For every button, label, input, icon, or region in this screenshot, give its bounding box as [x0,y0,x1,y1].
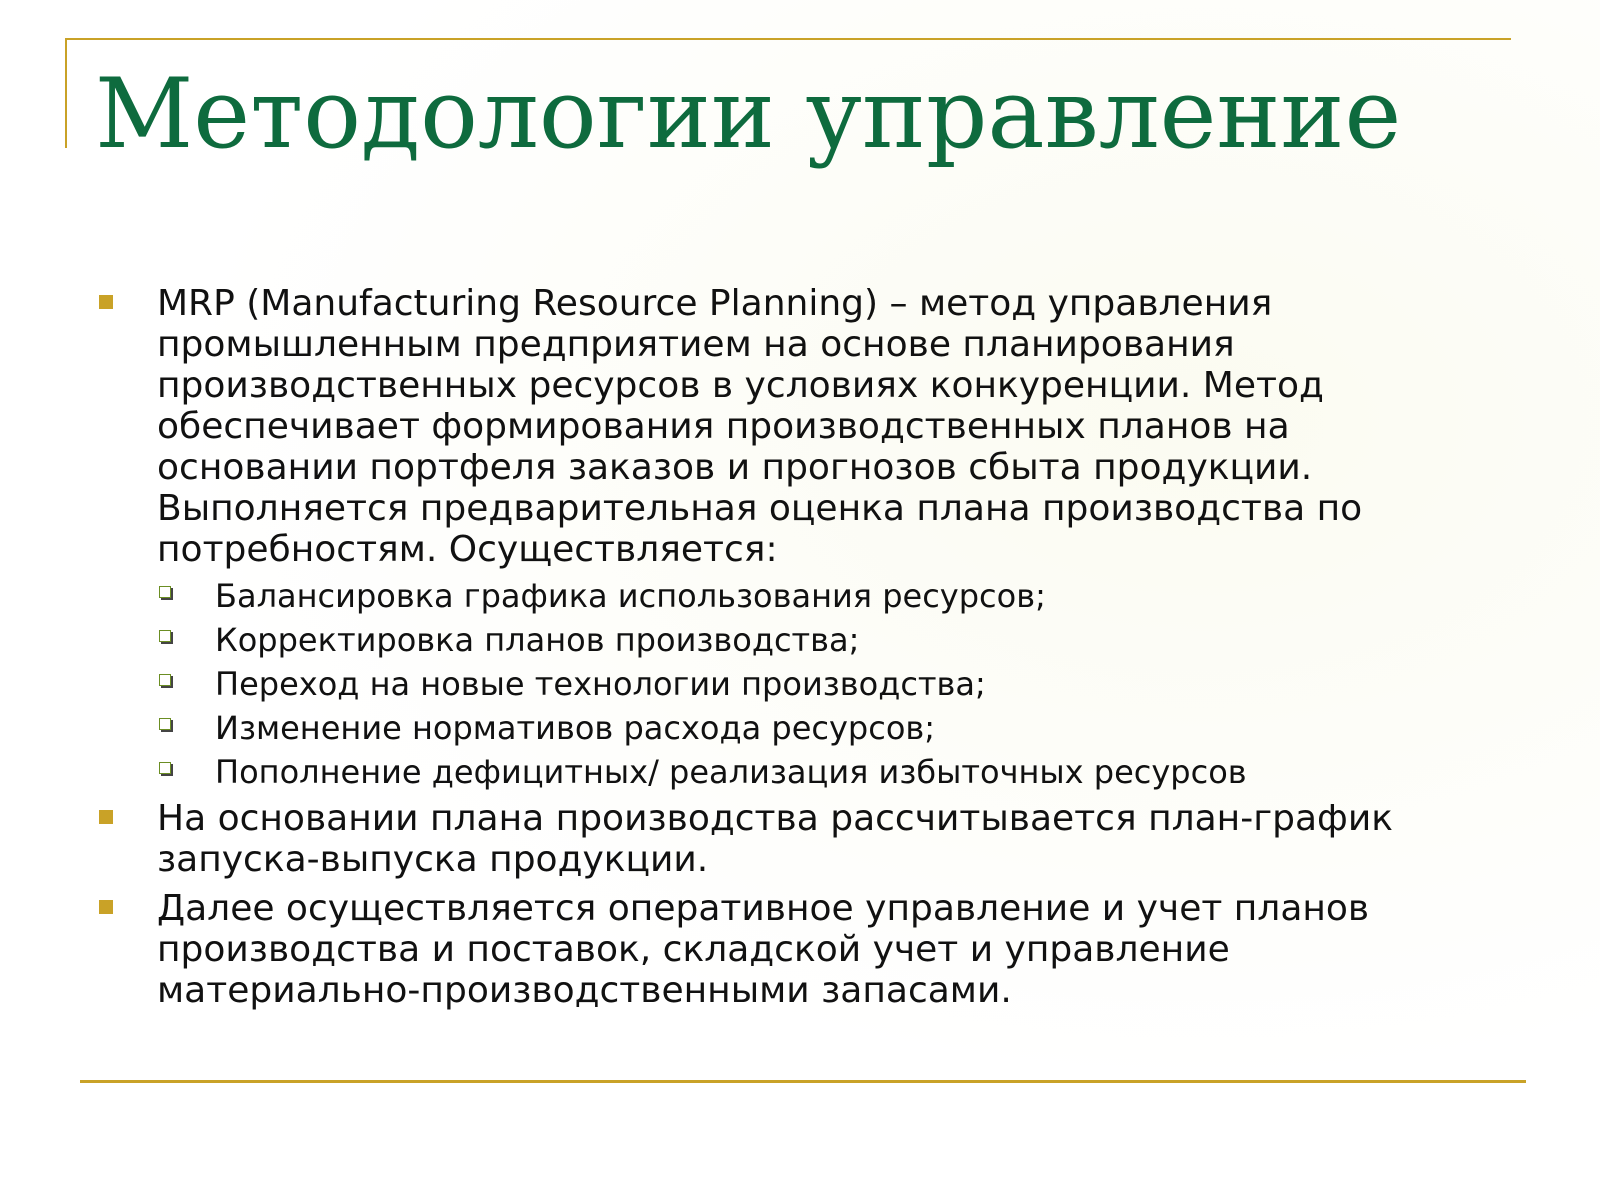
square-bullet-icon [99,900,113,914]
bullet-item-operations [95,888,1495,1011]
bullet-line: производственных ресурсов в условиях конкуренции. Метод [157,365,1324,406]
sub-bullet-list [95,574,1495,794]
sub-bullet-text: Корректировка планов производства; [215,621,860,659]
bullet-line: Выполняется предварительная оценка плана производства по [157,488,1363,529]
sub-bullet-text: Изменение нормативов расхода ресурсов; [215,709,936,747]
hollow-square-bullet-icon [159,718,171,730]
square-bullet-icon [99,810,113,824]
bullet-line: обеспечивает формирования производственных планов на [157,406,1290,447]
sub-bullet-text: Пополнение дефицитных/ реализация избыточных ресурсов [215,753,1247,791]
bullet-item-schedule [95,798,1495,880]
hollow-square-bullet-icon [159,762,171,774]
bullet-line: основании портфеля заказов и прогнозов сбыта продукции. [157,447,1313,488]
bullet-line: потребностям. Осуществляется: [157,529,778,570]
square-bullet-icon [99,295,113,309]
sub-bullet-item [95,750,1495,794]
sub-bullet-item [95,618,1495,662]
bullet-line: На основании плана производства рассчитывается план-график [157,798,1393,839]
bullet-line: запуска-выпуска продукции. [157,839,709,880]
bullet-line: промышленным предприятием на основе планирования [157,324,1235,365]
slide-content [95,283,1495,1011]
frame-top-line [65,38,1511,40]
sub-bullet-item [95,706,1495,750]
slide-title: Методологии управление [95,58,1402,170]
sub-bullet-item [95,574,1495,618]
bullet-line: материально-производственными запасами. [157,970,1012,1011]
frame-bottom-line [80,1080,1526,1083]
hollow-square-bullet-icon [159,674,171,686]
hollow-square-bullet-icon [159,586,171,598]
hollow-square-bullet-icon [159,630,171,642]
bullet-line: производства и поставок, складской учет и управление [157,929,1230,970]
sub-bullet-text: Балансировка графика использования ресурсов; [215,577,1046,615]
sub-bullet-item [95,662,1495,706]
bullet-line: Далее осуществляется оперативное управление и учет планов [157,888,1370,929]
frame-left-line [65,38,67,148]
bullet-line: MRP (Manufacturing Resource Planning) – метод управления [157,283,1273,324]
bullet-item-mrp [95,283,1495,570]
sub-bullet-text: Переход на новые технологии производства; [215,665,986,703]
